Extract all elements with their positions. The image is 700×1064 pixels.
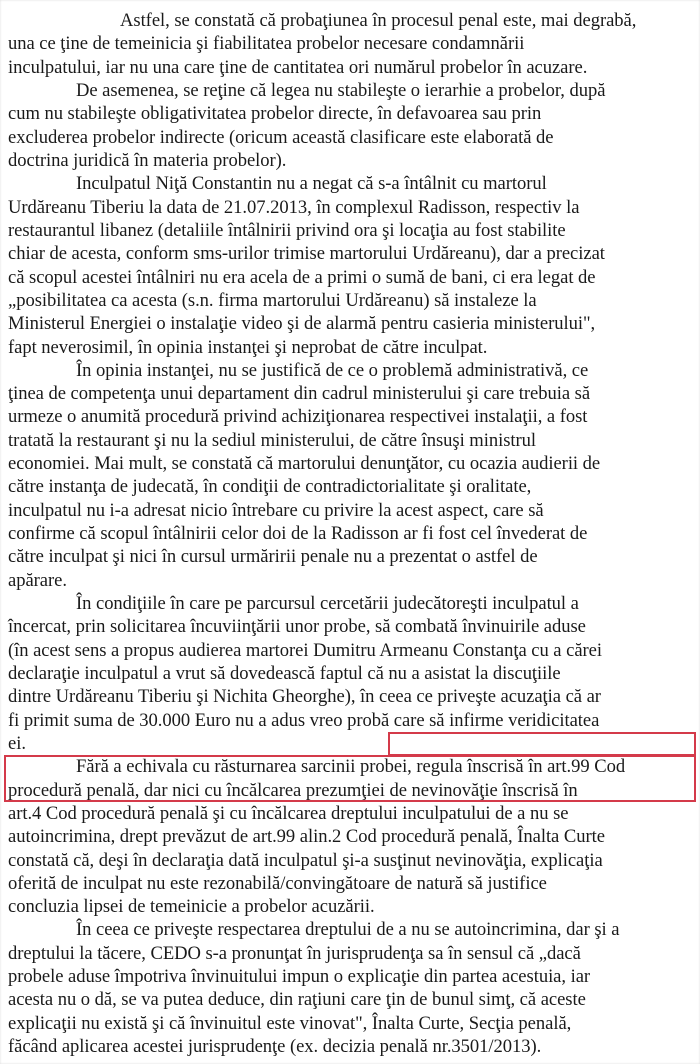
paragraph-3-line-7: Ministerul Energiei o instalaţie video şi de alarmă pentru casieria ministerului", bbox=[8, 313, 596, 335]
paragraph-4-line-9: către inculpat şi nici în cursul urmăririi penale nu a prezentat o astfel de bbox=[8, 546, 538, 568]
paragraph-2-line-3: excluderea probelor indirecte (oricum această clasificare este elaborată de bbox=[8, 126, 554, 148]
paragraph-7-line-5: explicaţii nu există şi că învinuitul este vinovat", Înalta Curte, Secţia penală, bbox=[8, 1012, 572, 1034]
paragraph-5-line-7: ei. bbox=[8, 732, 26, 754]
paragraph-3-line-8: fapt neverosimil, în opinia instanţei şi neprobat de către inculpat. bbox=[8, 336, 488, 358]
paragraph-7-line-4: acesta nu o dă, se va putea deduce, din raţiuni care ţin de bunul simţ, că aceste bbox=[8, 989, 586, 1011]
paragraph-4-line-1: În opinia instanţei, nu se justifică de ce o problemă administrativă, ce bbox=[76, 359, 589, 381]
paragraph-5-line-3: (în acest sens a propus audierea martorei Dumitru Armeanu Constanţa cu a cărei bbox=[8, 639, 602, 661]
paragraph-4-line-6: către instanţa de judecată, în condiţii de contradictorialitate şi oralitate, bbox=[8, 476, 532, 498]
paragraph-7-line-3: probele aduse împotriva învinuitului impun o explicaţie din partea acestuia, iar bbox=[8, 966, 591, 987]
paragraph-7-line-6: făcând aplicarea acestei jurisprudenţe (ex. decizia penală nr.3501/2013). bbox=[8, 1036, 542, 1057]
paragraph-2-line-1: De asemenea, se reţine că legea nu stabileşte o ierarhie a probelor, după bbox=[76, 80, 606, 101]
paragraph-3-line-5: că scopul acestei întâlniri nu era acela de a primi o sumă de bani, ci era legat de bbox=[8, 266, 596, 288]
paragraph-4-line-3: urmeze o anumită procedură privind achiziţionarea respectivei instalaţii, a fost bbox=[8, 406, 588, 428]
paragraph-4-line-7: inculpatul nu i-a adresat nicio întrebare cu privire la acest aspect, care să bbox=[8, 499, 544, 521]
paragraph-6-line-2: procedură penală, dar nici cu încălcarea prezumţiei de nevinovăţie înscrisă în bbox=[8, 779, 578, 801]
paragraph-4-line-5: economiei. Mai mult, se constată că martorului denunţător, cu ocazia audierii de bbox=[8, 453, 601, 474]
paragraph-6-line-6: oferită de inculpat nu este rezonabilă/convingătoare de natură să justifice bbox=[8, 872, 547, 894]
paragraph-2-line-4: doctrina juridică în materia probelor). bbox=[8, 149, 287, 171]
paragraph-5-line-1: În condiţiile în care pe parcursul cercetării judecătoreşti inculpatul a bbox=[76, 593, 579, 614]
paragraph-6-line-1: Fără a echivala cu răsturnarea sarcinii probei, regula înscrisă în art.99 Cod bbox=[76, 756, 626, 778]
paragraph-5-line-6: fi primit suma de 30.000 Euro nu a adus vreo probă care să infirme veridicitatea bbox=[8, 709, 600, 731]
paragraph-3-line-1: Inculpatul Niţă Constantin nu a negat că s-a întâlnit cu martorul bbox=[76, 173, 547, 195]
paragraph-3-line-6: „posibilitatea ca acesta (s.n. firma martorului Urdăreanu) să instaleze la bbox=[8, 289, 537, 311]
paragraph-4-line-4: tratată la restaurant şi nu la sediul ministerului, de către însuşi ministrul bbox=[8, 429, 537, 451]
paragraph-6-line-7: concluzia lipsei de temeinicie a probelor acuzării. bbox=[8, 896, 375, 918]
paragraph-4-line-8: confirme că scopul întâlnirii celor doi de la Radisson ar fi fost cel învederat de bbox=[8, 523, 588, 544]
paragraph-1-line-1: Astfel, se constată că probaţiunea în procesul penal este, mai degrabă, bbox=[120, 10, 637, 31]
paragraph-6-line-5: constată că, deşi în declaraţia dată inculpatul şi-a susţinut nevinovăţia, explicaţia bbox=[8, 849, 603, 871]
paragraph-5-line-2: încercat, prin solicitarea încuviinţării unor probe, să combată învinuirile aduse bbox=[8, 616, 586, 638]
paragraph-7-line-1: În ceea ce priveşte respectarea dreptului de a nu se autoincrimina, dar şi a bbox=[76, 919, 620, 941]
paragraph-4-line-2: ţinea de competenţa unui departament din cadrul ministerului şi care trebuia să bbox=[8, 383, 591, 405]
paragraph-1-line-3: inculpatului, iar nu una care ţine de cantitatea ori numărul probelor în acuzare. bbox=[8, 56, 588, 78]
paragraph-3-line-2: Urdăreanu Tiberiu la data de 21.07.2013, în complexul Radisson, respectiv la bbox=[8, 196, 580, 218]
paragraph-4-line-10: apărare. bbox=[8, 569, 67, 591]
paragraph-3-line-3: restaurantul libanez (detaliile întâlnirii privind ora şi locaţia au fost stabilite bbox=[8, 219, 566, 241]
paragraph-6-line-3: art.4 Cod procedură penală şi cu încălcarea dreptului inculpatului de a nu se bbox=[8, 802, 569, 824]
paragraph-5-line-4: declaraţie inculpatul a vrut să dovedească faptul că nu a asistat la discuţiile bbox=[8, 662, 561, 684]
paragraph-7-line-2: dreptului la tăcere, CEDO s-a pronunţat în jurisprudenţa sa în sensul că „dacă bbox=[8, 942, 581, 964]
paragraph-6-line-4: autoincrimina, drept prevăzut de art.99 alin.2 Cod procedură penală, Înalta Curte bbox=[8, 826, 605, 848]
paragraph-1-line-2: una ce ţine de temeinicia şi fiabilitatea probelor necesare condamnării bbox=[8, 33, 525, 55]
paragraph-3-line-4: chiar de acesta, conform sms-urilor trimise martorului Urdăreanu), dar a precizat bbox=[8, 243, 605, 265]
paragraph-5-line-5: dintre Urdăreanu Tiberiu şi Nichita Gheorghe), în ceea ce priveşte acuzaţia că ar bbox=[8, 686, 601, 708]
paragraph-2-line-2: cum nu stabileşte obligativitatea probelor directe, în defavoarea sau prin bbox=[8, 103, 542, 125]
